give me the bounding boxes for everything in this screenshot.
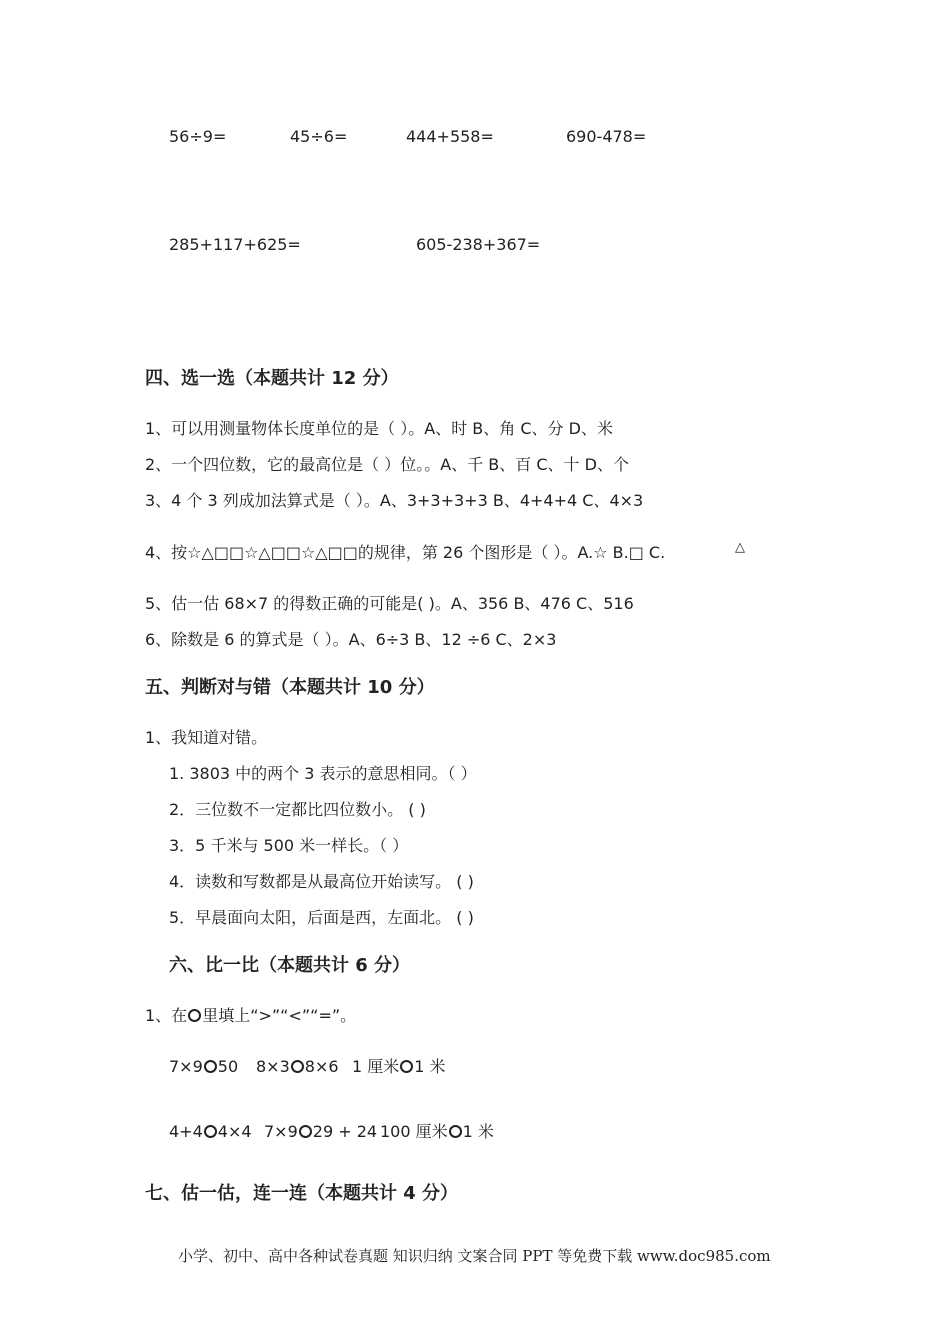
- calc-item: 605-238+367=: [416, 235, 541, 254]
- section-heading: 五、判断对与错（本题共计 10 分）: [145, 677, 435, 698]
- compare-right: 1 米: [414, 1057, 446, 1076]
- judge-item: 5．早晨面向太阳，后面是西，左面北。 ( ): [169, 908, 474, 927]
- question-item: 3、4 个 3 列成加法算式是（ ）。A、3+3+3+3 B、4+4+4 C、4×3: [145, 491, 644, 510]
- circle-blank-icon: [204, 1060, 217, 1073]
- judge-item: 1. 3803 中的两个 3 表示的意思相同。（ ）: [169, 764, 477, 783]
- compare-right: 50: [217, 1057, 239, 1076]
- question-item: 6、除数是 6 的算式是（ ）。A、6÷3 B、12 ÷6 C、2×3: [145, 630, 557, 649]
- compare-left: 7×9: [264, 1122, 298, 1141]
- intro-part: 1、在: [145, 1006, 188, 1025]
- circle-blank-icon: [449, 1125, 462, 1138]
- compare-row: [264, 1122, 377, 1142]
- compare-right: 1 米: [462, 1122, 494, 1141]
- page-footer: 小学、初中、高中各种试卷真题 知识归纳 文案合同 PPT 等免费下载 www.doc985.com: [178, 1247, 771, 1265]
- judge-item: 2．三位数不一定都比四位数小。 ( ): [169, 800, 426, 819]
- calc-item: 285+117+625=: [169, 235, 301, 254]
- circle-blank-icon: [299, 1125, 312, 1138]
- compare-right: 8×6: [304, 1057, 339, 1076]
- section-heading: 四、选一选（本题共计 12 分）: [145, 368, 399, 389]
- compare-left: 100 厘米: [380, 1122, 448, 1141]
- calc-item: 56÷9=: [169, 127, 227, 146]
- question-item: 1、可以用测量物体长度单位的是（ ）。A、时 B、角 C、分 D、米: [145, 419, 613, 438]
- compare-row: [169, 1057, 238, 1077]
- triangle-symbol: △: [735, 540, 745, 555]
- judge-item: 3．5 千米与 500 米一样长。（ ）: [169, 836, 409, 855]
- compare-left: 8×3: [256, 1057, 290, 1076]
- question-intro: [145, 1006, 356, 1026]
- circle-blank-icon: [400, 1060, 413, 1073]
- circle-blank-icon: [188, 1009, 201, 1022]
- compare-row: [352, 1057, 446, 1077]
- compare-left: 1 厘米: [352, 1057, 400, 1076]
- intro-part: 里填上“>”“<”“=”。: [202, 1006, 357, 1025]
- compare-left: 4+4: [169, 1122, 203, 1141]
- question-item: 5、估一估 68×7 的得数正确的可能是( )。A、356 B、476 C、516: [145, 594, 634, 613]
- calc-item: 45÷6=: [290, 127, 348, 146]
- circle-blank-icon: [204, 1125, 217, 1138]
- compare-left: 7×9: [169, 1057, 203, 1076]
- compare-right: 29 + 24: [312, 1122, 378, 1141]
- circle-blank-icon: [291, 1060, 304, 1073]
- compare-right: 4×4: [217, 1122, 252, 1141]
- question-item: 2、一个四位数，它的最高位是（ ）位。。A、千 B、百 C、十 D、个: [145, 455, 629, 474]
- question-intro: 1、我知道对错。: [145, 728, 268, 747]
- calc-item: 444+558=: [406, 127, 494, 146]
- section-heading: 六、比一比（本题共计 6 分）: [169, 955, 411, 976]
- section-heading: 七、估一估，连一连（本题共计 4 分）: [145, 1183, 459, 1204]
- calc-item: 690-478=: [566, 127, 647, 146]
- compare-row: [169, 1122, 252, 1142]
- compare-row: [380, 1122, 494, 1142]
- question-item: 4、按☆△□□☆△□□☆△□□的规律，第 26 个图形是（ ）。A.☆ B.□ C.: [145, 543, 666, 562]
- compare-row: [256, 1057, 339, 1077]
- judge-item: 4．读数和写数都是从最高位开始读写。 ( ): [169, 872, 474, 891]
